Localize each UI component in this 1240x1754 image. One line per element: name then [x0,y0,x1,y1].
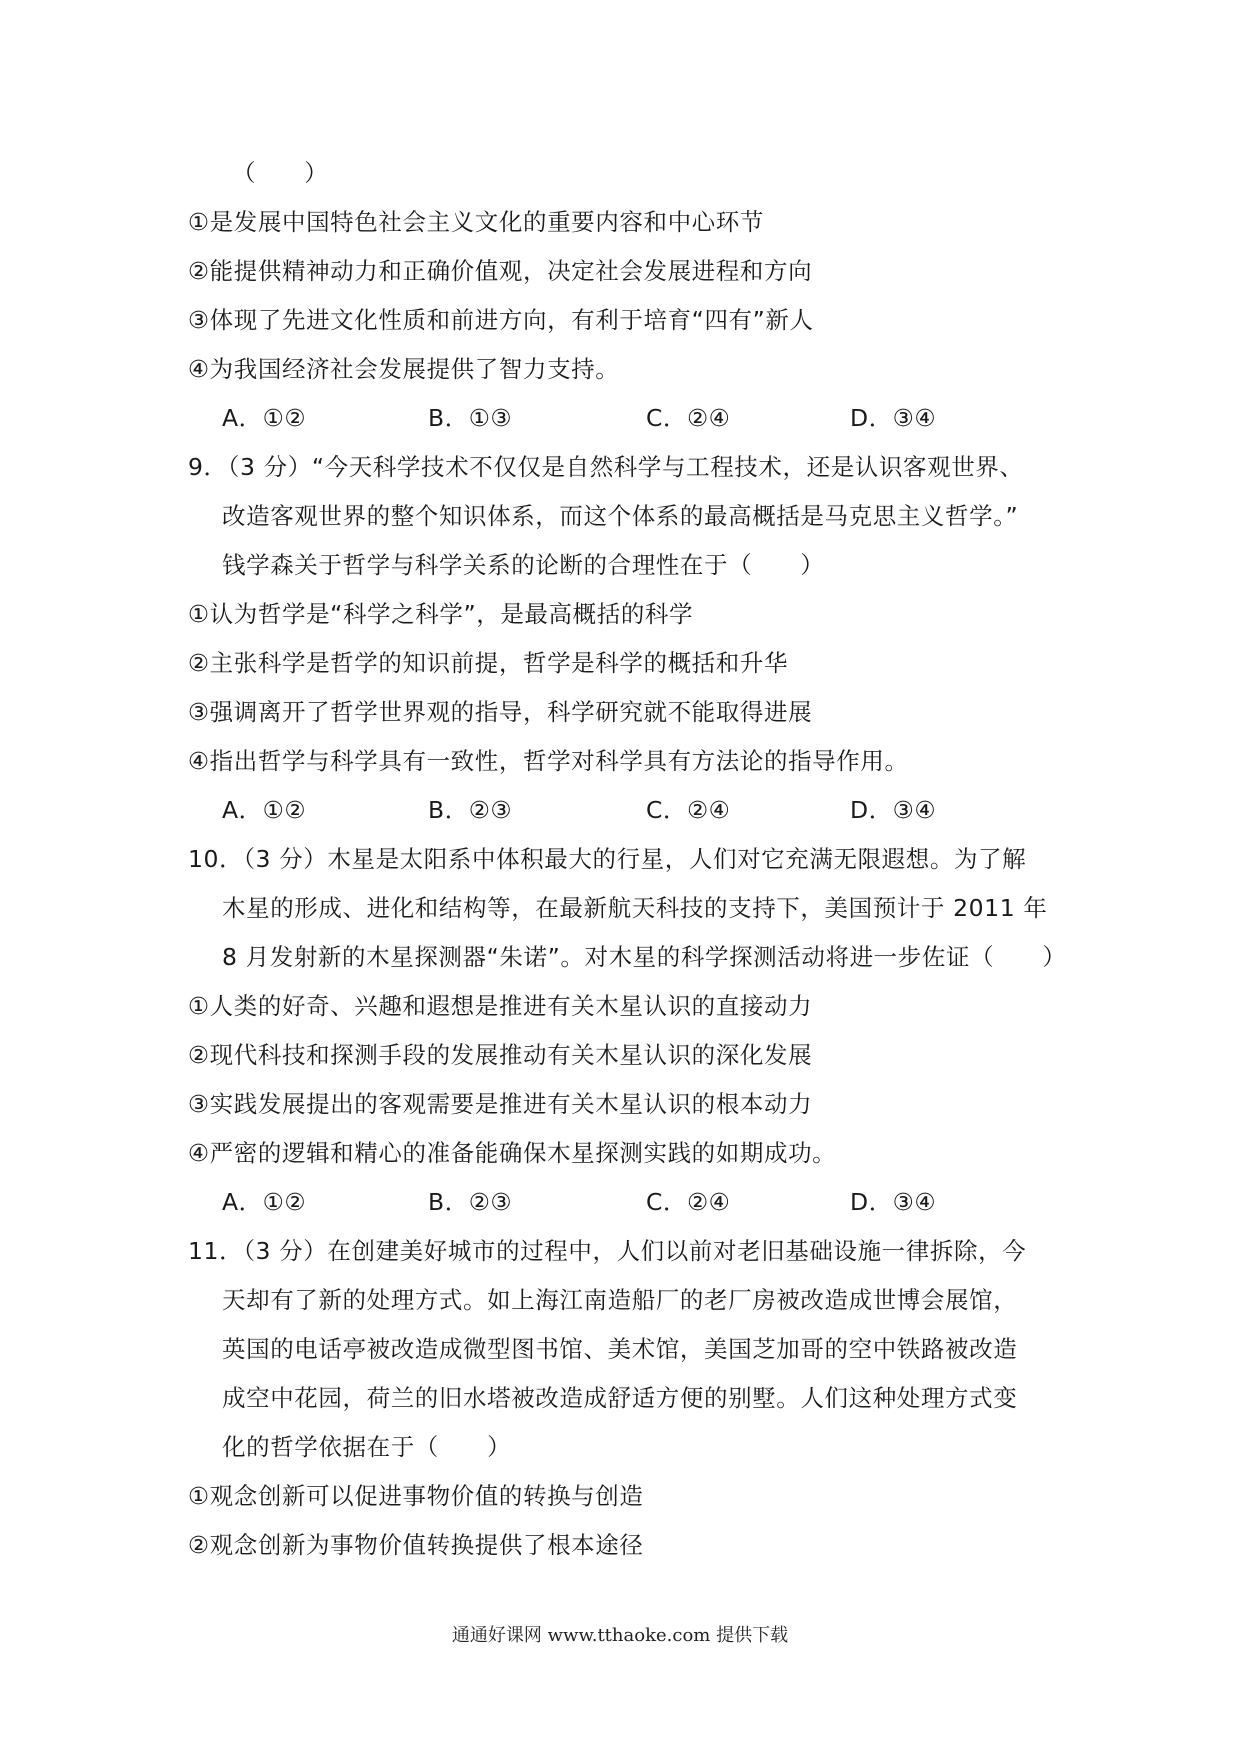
q9-stem-line-2: 改造客观世界的整个知识体系，而这个体系的最高概括是马克思主义哲学。” [222,502,1019,530]
q11-stem-line-3: 英国的电话亭被改造成微型图书馆、美术馆，美国芝加哥的空中铁路被改造 [222,1335,1018,1363]
q10-stem-line-1: 10．（3 分）木星是太阳系中体积最大的行星，人们对它充满无限遐想。为了解 [188,845,1027,873]
q9-option-2: ②主张科学是哲学的知识前提，哲学是科学的概括和升华 [188,649,789,677]
q9-choice-c: C．②④ [646,796,731,824]
q10-choice-d: D．③④ [850,1188,937,1216]
q10-choice-a: A．①② [222,1188,307,1216]
q10-option-2: ②现代科技和探测手段的发展推动有关木星认识的深化发展 [188,1041,813,1069]
q9-option-3: ③强调离开了哲学世界观的指导，科学研究就不能取得进展 [188,698,813,726]
q8-option-4: ④为我国经济社会发展提供了智力支持。 [188,355,620,383]
q8-choice-a: A．①② [222,404,307,432]
q8-choice-c: C．②④ [646,404,731,432]
q10-option-1: ①人类的好奇、兴趣和遐想是推进有关木星认识的直接动力 [188,992,813,1020]
q11-stem-line-4: 成空中花园，荷兰的旧水塔被改造成舒适方便的别墅。人们这种处理方式变 [222,1384,1018,1412]
q11-stem-line-1: 11．（3 分）在创建美好城市的过程中，人们以前对老旧基础设施一律拆除，今 [188,1237,1027,1265]
q11-stem-line-5: 化的哲学依据在于（ ） [222,1433,512,1461]
q9-stem-line-1: 9．（3 分）“今天科学技术不仅仅是自然科学与工程技术，还是认识客观世界、 [188,453,1024,481]
q9-option-1: ①认为哲学是“科学之科学”，是最高概括的科学 [188,600,694,628]
q8-choice-b: B．①③ [428,404,513,432]
q8-answer-paren: （ ） [232,159,329,187]
q10-choice-b: B．②③ [428,1188,513,1216]
q9-choices [222,795,982,825]
q9-choice-a: A．①② [222,796,307,824]
q9-stem-line-3: 钱学森关于哲学与科学关系的论断的合理性在于（ ） [222,551,825,579]
q8-option-1: ①是发展中国特色社会主义文化的重要内容和中心环节 [188,208,764,236]
q9-option-4: ④指出哲学与科学具有一致性，哲学对科学具有方法论的指导作用。 [188,747,909,775]
q10-option-4: ④严密的逻辑和精心的准备能确保木星探测实践的如期成功。 [188,1139,837,1167]
q11-option-2: ②观念创新为事物价值转换提供了根本途径 [188,1531,644,1559]
page-footer: 通通好课网 www.tthaoke.com 提供下载 [451,1625,789,1646]
q10-option-3: ③实践发展提出的客观需要是推进有关木星认识的根本动力 [188,1090,813,1118]
q8-choice-d: D．③④ [850,404,937,432]
q11-stem-line-2: 天却有了新的处理方式。如上海江南造船厂的老厂房被改造成世博会展馆， [222,1286,1018,1314]
q10-choices [222,1187,982,1217]
q9-choice-b: B．②③ [428,796,513,824]
q8-option-3: ③体现了先进文化性质和前进方向，有利于培育“四有”新人 [188,306,814,334]
q10-stem-line-2: 木星的形成、进化和结构等，在最新航天科技的支持下，美国预计于 2011 年 [222,894,1048,922]
q11-option-1: ①观念创新可以促进事物价值的转换与创造 [188,1482,644,1510]
q10-choice-c: C．②④ [646,1188,731,1216]
q9-choice-d: D．③④ [850,796,937,824]
q8-choices [222,403,982,433]
q8-option-2: ②能提供精神动力和正确价值观，决定社会发展进程和方向 [188,257,813,285]
q10-stem-line-3: 8 月发射新的木星探测器“朱诺”。对木星的科学探测活动将进一步佐证（ ） [222,943,1067,971]
